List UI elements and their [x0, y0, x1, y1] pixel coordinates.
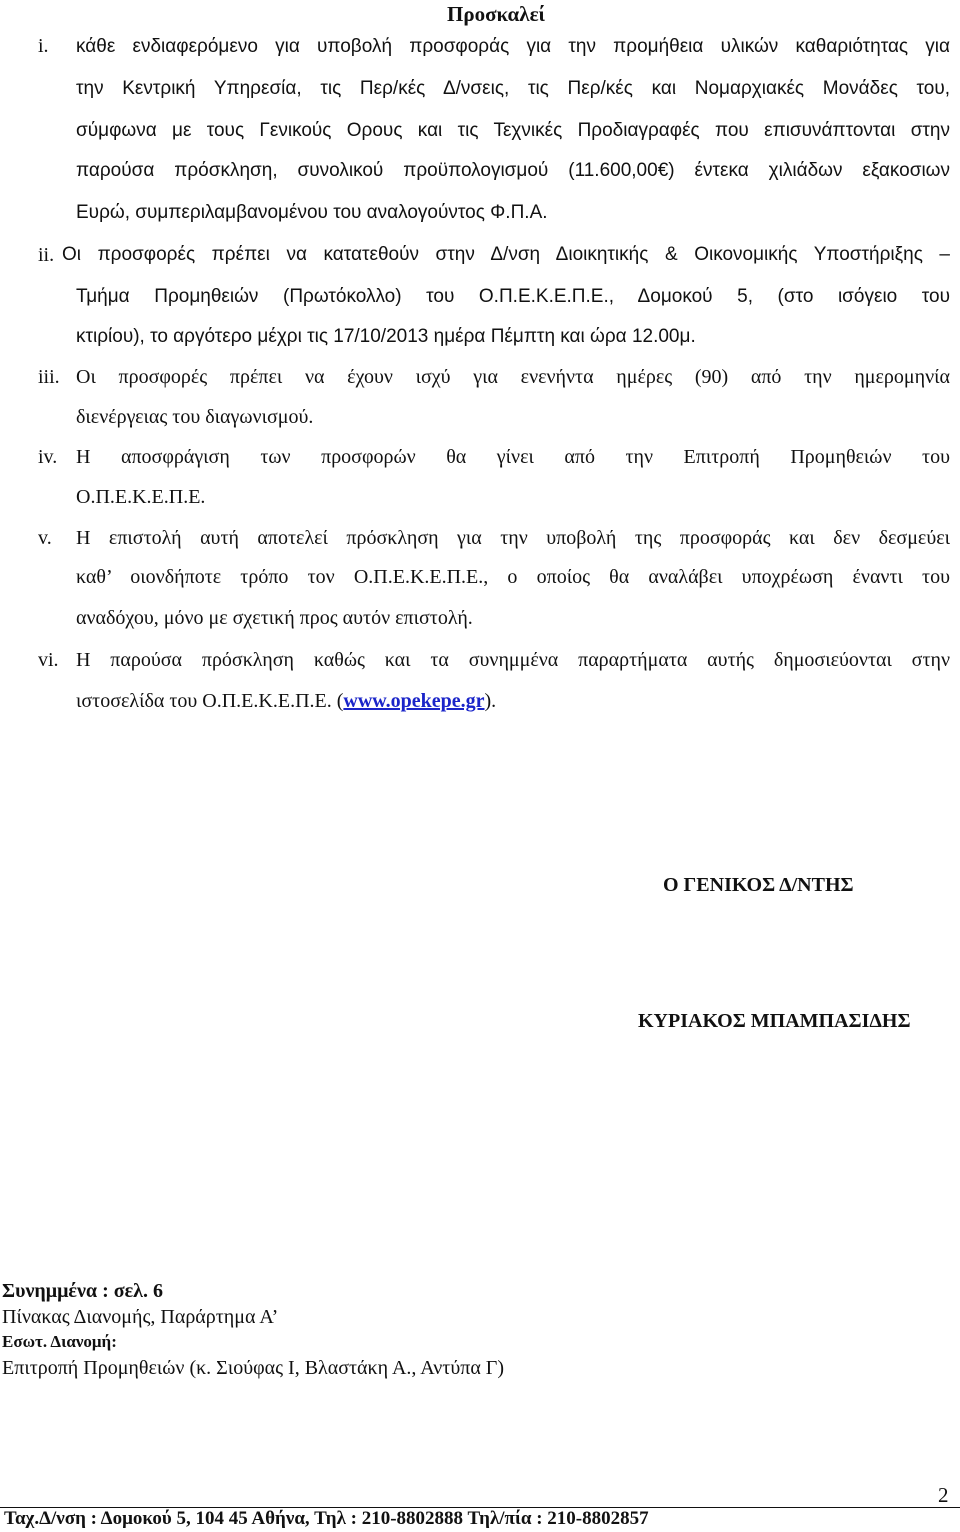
item-text: ιστοσελίδα του Ο.Π.Ε.Κ.Ε.Π.Ε. ( — [76, 690, 344, 712]
item-line: Ευρώ, συμπεριλαμβανομένου του αναλογούντος Φ.Π.Α. — [76, 202, 548, 223]
item-line: παρούσα πρόσκληση, συνολικού προϋπολογισμού (11.600,00€) έντεκα χιλιάδων εξακοσιων — [76, 160, 950, 181]
item-number: iii. — [38, 366, 60, 388]
item-line: Η επιστολή αυτή αποτελεί πρόσκληση για την υποβολή της προσφοράς και δεν δεσμεύει — [76, 527, 950, 549]
attachments-label: Συνημμένα : σελ. 6 — [2, 1280, 163, 1302]
item-line: σύμφωνα με τους Γενικούς Ορους και τις Τεχνικές Προδιαγραφές που επισυνάπτονται στην — [76, 120, 950, 141]
item-text: ). — [484, 690, 497, 712]
item-line: Η αποσφράγιση των προσφορών θα γίνει από την Επιτροπή Προμηθειών του — [76, 446, 950, 468]
page-heading: Προσκαλεί — [447, 2, 546, 26]
item-line: Οι προσφορές πρέπει να κατατεθούν στην Δ/νση Διοικητικής & Οικονομικής Υποστήριξης – — [62, 244, 950, 265]
page-number: 2 — [938, 1483, 949, 1507]
item-line: Οι προσφορές πρέπει να έχουν ισχύ για ενενήντα ημέρες (90) από την ημερομηνία — [76, 366, 950, 388]
item-line: κτιρίου), το αργότερο μέχρι τις 17/10/2013 ημέρα Πέμπτη και ώρα 12.00μ. — [76, 326, 696, 347]
attachments-line: Πίνακας Διανομής, Παράρτημα Α’ — [2, 1306, 279, 1328]
item-number: v. — [38, 527, 52, 549]
item-number: ii. — [38, 244, 55, 266]
item-line: Ο.Π.Ε.Κ.Ε.Π.Ε. — [76, 486, 206, 508]
item-line: την Κεντρική Υπηρεσία, τις Περ/κές Δ/νσεις, τις Περ/κές και Νομαρχιακές Μονάδες του, — [76, 78, 950, 99]
item-line: διενέργειας του διαγωνισμού. — [76, 406, 314, 428]
internal-distribution-label: Εσωτ. Διανομή: — [2, 1332, 117, 1351]
item-number: i. — [38, 35, 49, 57]
item-line: Τμήμα Προμηθειών (Πρωτόκολλο) του Ο.Π.Ε.Κ.Ε.Π.Ε., Δομοκού 5, (στο ισόγειο του — [76, 286, 950, 307]
item-line-last — [76, 690, 496, 713]
item-line: αναδόχου, μόνο με σχετική προς αυτόν επιστολή. — [76, 607, 473, 629]
signature-title: Ο ΓΕΝΙΚΟΣ Δ/ΝΤΗΣ — [663, 874, 854, 896]
signature-name: ΚΥΡΙΑΚΟΣ ΜΠΑΜΠΑΣΙΔΗΣ — [638, 1010, 911, 1032]
item-line: Η παρούσα πρόσκληση καθώς και τα συνημμένα παραρτήματα αυτής δημοσιεύονται στην — [76, 649, 950, 671]
item-number: vi. — [38, 649, 59, 671]
internal-distribution-line: Επιτροπή Προμηθειών (κ. Σιούφας Ι, Βλαστάκη Α., Αντύπα Γ) — [2, 1357, 505, 1379]
item-line: καθ’ οιονδήποτε τρόπο τον Ο.Π.Ε.Κ.Ε.Π.Ε., ο οποίος θα αναλάβει υποχρέωση έναντι του — [76, 566, 950, 588]
item-number: iv. — [38, 446, 58, 468]
item-line: κάθε ενδιαφερόμενο για υποβολή προσφοράς για την προμήθεια υλικών καθαριότητας για — [76, 36, 950, 57]
website-link[interactable]: www.opekepe.gr — [343, 690, 485, 712]
footer-address: Ταχ.Δ/νση : Δομοκού 5, 104 45 Αθήνα, Τηλ : 210-8802888 Τηλ/πία : 210-8802857 — [4, 1508, 649, 1529]
